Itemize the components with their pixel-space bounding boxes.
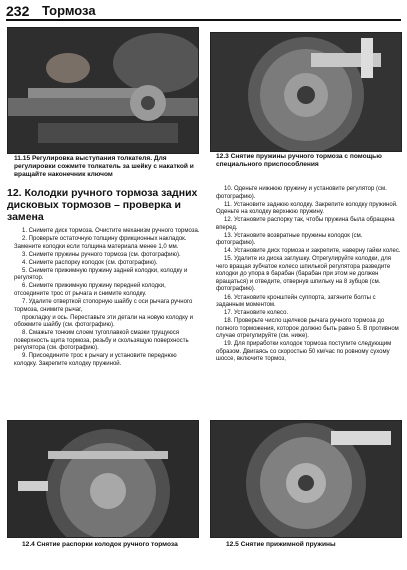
page-number: 232: [6, 3, 30, 19]
paragraph: 10. Оденьте нижнюю пружину и установите регулятор (см. фотографию).: [216, 186, 387, 200]
paragraph: 2. Проверьте остаточную толщину фрикционных накладок. Замените колодки если толщина материала менее 1,0 мм.: [14, 236, 187, 250]
photo-pushrod-adjustment: [7, 27, 199, 154]
photo-caption: 11.15 Регулировка выступания толкателя. Для регулировки сожмите толкатель за шейку с накаткой и вращайте наконечник ключом: [14, 155, 194, 178]
photo-spring-removal-tool: [210, 32, 402, 152]
page-header: [6, 3, 401, 19]
paragraph: 3. Снимите пружины ручного тормоза (см. фотографию).: [22, 251, 181, 258]
paragraph: 17. Установите колесо.: [224, 310, 289, 317]
paragraph: 14. Установите диск тормоза и закрепите, наверну гайки колес.: [224, 248, 401, 255]
paragraph: прокладку и ось. Переставьте эти детали на новую колодку и обожмите шайбу (см. фотографию).: [14, 314, 193, 329]
paragraph: 6. Снимите прижимную пружину передней колодки, отсоедините трос от рычага и снимите колодку.: [14, 283, 166, 297]
paragraph: 18. Проверьте число щелчков рычага ручного тормоза до полного торможения, которое должно быть равно 5. В противном случае отрегулируйте (см. ниже).: [216, 318, 399, 340]
paragraph: 19. Для приработки колодок тормоза поступите следующим образом. Двигаясь со скоростью 50 км/час по ровному сухому шоссе, включите тормоз,: [216, 341, 392, 363]
paragraph: 9. Присоедините трос к рычагу и установите переднюю колодку. Закрепите колодку пружиной.: [14, 353, 177, 367]
paragraph: 15. Удалите из диска заглушку. Отрегулируйте колодки, для чего вращая зубчатое колесо шпилькой регулятора разведите колодки до упора в барабан (барабан при этом не должен вращаться) и отведите, отвернув шпильку на 8 зубцов (см. фотографию).: [216, 256, 392, 293]
paragraph: 12. Установите распорку так, чтобы пружина была обращена вперед.: [216, 217, 395, 231]
paragraph: 1. Снимите диск тормоза. Очистите механизм ручного тормоза.: [22, 228, 200, 234]
paragraph: 5. Снимите прижимную пружину задней колодки, колодку и регулятор.: [14, 267, 188, 282]
text-column-right: [216, 186, 402, 364]
text-column-left: [14, 228, 200, 369]
paragraph: 13. Установите возвратные пружины колодок (см. фотографию).: [216, 232, 363, 247]
photo-hold-down-spring: [210, 420, 402, 538]
paragraph: 7. Удалите отверткой стопорную шайбу с оси рычага ручного тормоза, снимите рычаг,: [14, 299, 193, 313]
header-rule: [6, 19, 401, 21]
paragraph: 8. Смажьте тонким слоем тугоплавкой смазки трущуюся поверхность щита тормоза, резьбу и скользящую поверхность регулятора (см. фотографию).: [14, 330, 189, 352]
section-title: 12. Колодки ручного тормоза задних дисковых тормозов – проверка и замена: [7, 187, 198, 223]
photo-caption: 12.3 Снятие пружины ручного тормоза с помощью специального приспособления: [216, 153, 382, 168]
photo-strut-removal: [7, 420, 199, 538]
photo-caption: 12.5 Снятие прижимной пружины: [226, 541, 336, 548]
paragraph: 16. Установите кронштейн суппорта, затяните болты с заданным моментом.: [216, 294, 376, 309]
photo-caption: 12.4 Снятие распорки колодок ручного тормоза: [22, 541, 178, 548]
paragraph: 11. Установите заднюю колодку. Закрепите колодку пружиной. Оденьте на колодку верхнюю пружину.: [216, 201, 398, 216]
paragraph: 4. Снимите распорку колодок (см. фотографию).: [22, 259, 158, 266]
chapter-title: Тормоза: [42, 3, 96, 18]
